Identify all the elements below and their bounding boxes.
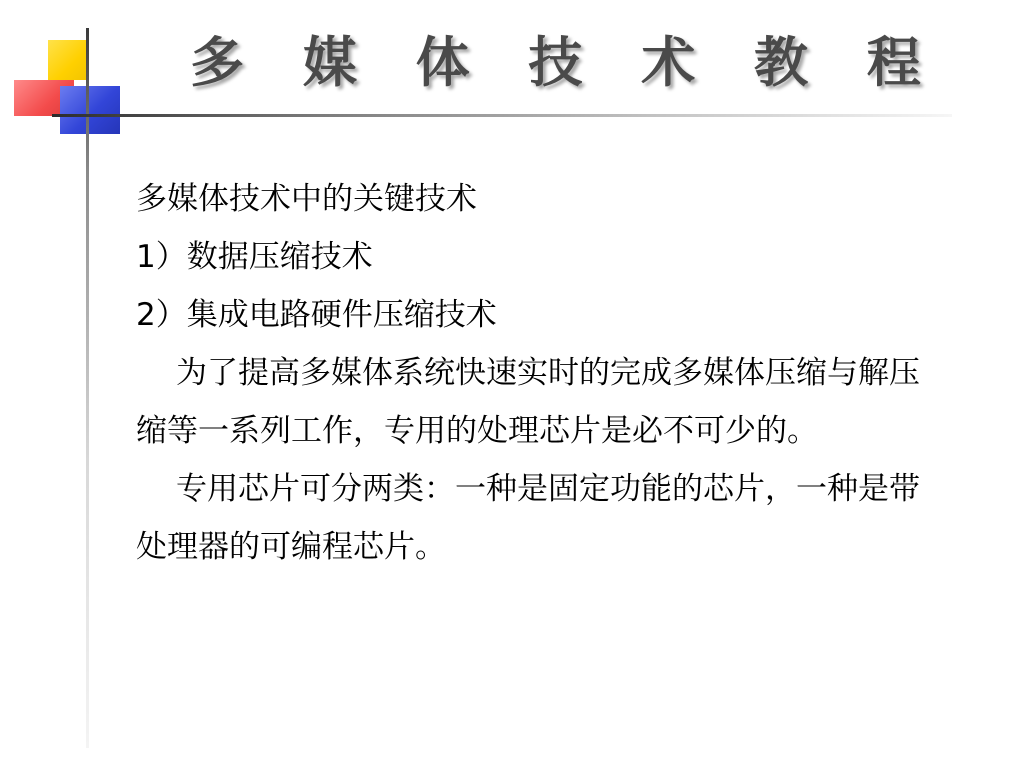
corner-logo bbox=[0, 0, 160, 160]
logo-yellow-square bbox=[48, 40, 88, 80]
horizontal-divider-line bbox=[52, 114, 952, 117]
slide-content bbox=[136, 170, 936, 576]
vertical-divider-line bbox=[86, 28, 89, 748]
content-line-heading: 多媒体技术中的关键技术 bbox=[136, 181, 477, 217]
content-line-item-2: 2）集成电路硬件压缩技术 bbox=[136, 297, 497, 333]
content-paragraph-1: 为了提高多媒体系统快速实时的完成多媒体压缩与解压缩等一系列工作，专用的处理芯片是必不可少的。 bbox=[136, 355, 920, 449]
logo-blue-square bbox=[60, 86, 120, 134]
content-paragraph-2: 专用芯片可分两类：一种是固定功能的芯片，一种是带处理器的可编程芯片。 bbox=[136, 471, 920, 565]
content-line-item-1: 1）数据压缩技术 bbox=[136, 239, 373, 275]
slide-title: 多 媒 体 技 术 教 程 bbox=[190, 30, 941, 94]
